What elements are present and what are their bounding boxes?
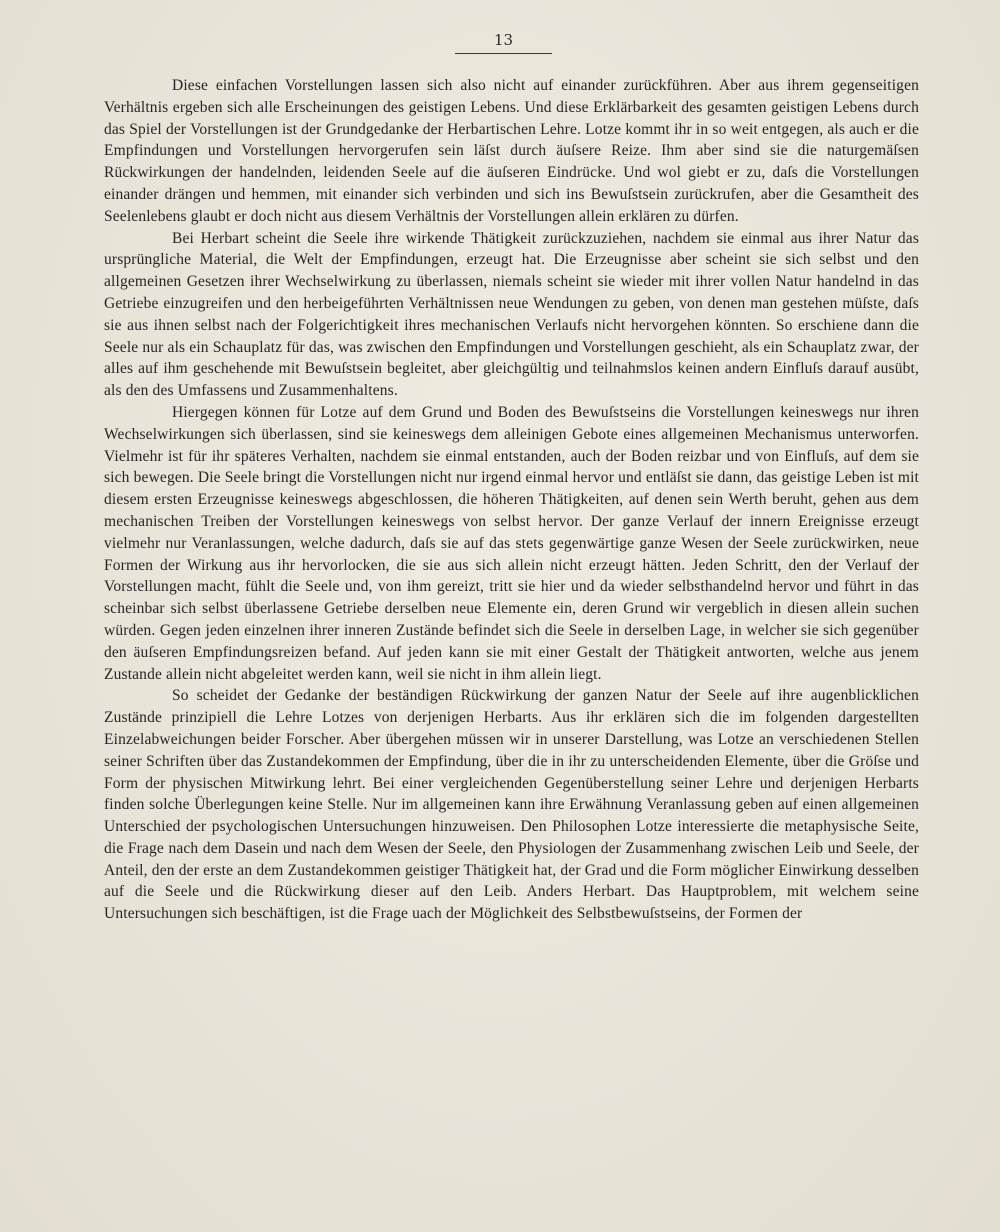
paragraph-1: Diese einfachen Vorstellungen lassen sich also nicht auf einander zurückführen. Aber aus ihrem gegenseitigen Verhältnis ergeben sich alle Erscheinungen des geistigen Lebens. Und diese Erklärbarkeit des gesamten geistigen Lebens durch das Spiel der Vorstellungen ist der Grundgedanke der Herbartischen Lehre. Lotze kommt ihr in so weit entgegen, als auch er die Empfindungen und Vorstellungen hervorgerufen sein läſst durch äuſsere Reize. Ihm aber sind sie die naturgemäſsen Rückwirkungen der handelnden, leidenden Seele auf die äuſseren Eindrücke. Und wol giebt er zu, daſs die Vorstellungen einander drängen und hemmen, mit einander sich verbinden und sich ins Bewuſstsein zurückrufen, aber die Gesamtheit des Seelenlebens glaubt er doch nicht aus diesem Verhältnis der Vorstellungen allein erklären zu dürfen. [104, 77, 919, 225]
body-text [104, 75, 919, 925]
paragraph-2: Bei Herbart scheint die Seele ihre wirkende Thätigkeit zurückzuziehen, nachdem sie einmal aus ihrer Natur das ursprüngliche Material, die Welt der Empfindungen, erzeugt hat. Die Erzeugnisse aber scheint sie sich selbst und den allgemeinen Gesetzen ihrer Wechselwirkung zu überlassen, niemals scheint sie wieder mit ihrer vollen Natur handelnd in das Getriebe einzugreifen und den herbeigeführten Verhältnissen neue Wendungen zu geben, von denen man gestehen müſste, daſs sie aus ihnen selbst nach der Folgerichtigkeit ihres mechanischen Verlaufs nicht hervorgehen könnten. So erschiene dann die Seele nur als ein Schauplatz für das, was zwischen den Empfindungen und Vorstellungen geschieht, als ein Schauplatz zwar, der alles auf ihm geschehende mit Bewuſstsein begleitet, aber gleichgültig und teilnahmslos keinen andern Einfluſs darauf ausübt, als den des Umfassens und Zusammenhaltens. [104, 229, 919, 400]
page-header [455, 30, 552, 54]
page-number: 13 [493, 31, 514, 49]
paragraph-4: So scheidet der Gedanke der beständigen Rückwirkung der ganzen Natur der Seele auf ihre augenblicklichen Zustände prinzipiell die Lehre Lotzes von derjenigen Herbarts. Aus ihr erklären sich die im folgenden dargestellten Einzelabweichungen beider Forscher. Aber übergehen müssen wir in unserer Darstellung, was Lotze an verschiedenen Stellen seiner Schriften über das Zustandekommen der Empfindung, über die in ihr zu unterscheidenden Elemente, über die Gröſse und Form der physischen Mitwirkung lehrt. Bei einer vergleichenden Gegenüberstellung seiner Lehre und derjenigen Herbarts finden solche Überlegungen keine Stelle. Nur im allgemeinen kann ihre Erwähnung Veranlassung geben auf einen allgemeinen Unterschied der psychologischen Untersuchungen hinzuweisen. Den Philosophen Lotze interessierte die metaphysische Seite, die Frage nach dem Dasein und nach dem Wesen der Seele, den Physiologen der Zusammenhang zwischen Leib und Seele, der Anteil, den der erste an dem Zustandekommen geistiger Thätigkeit hat, der Grad und die Form möglicher Einwirkung desselben auf die Seele und die Rückwirkung dieser auf den Leib. Anders Herbart. Das Hauptproblem, mit welchem seine Untersuchungen sich beschäftigen, ist die Frage uach der Möglichkeit des Selbstbewuſstseins, der Formen der [104, 687, 919, 923]
header-rule [455, 53, 552, 54]
paragraph-3: Hiergegen können für Lotze auf dem Grund und Boden des Bewuſstseins die Vorstellungen keineswegs nur ihren Wechselwirkungen sich überlassen, sind sie keineswegs dem alleinigen Gebote eines allgemeinen Mechanismus unterworfen. Vielmehr ist für ihr späteres Verhalten, nachdem sie einmal entstanden, auch der Boden reizbar und von Einfluſs, auf dem sie sich bewegen. Die Seele bringt die Vorstellungen nicht nur irgend einmal hervor und entläſst sie dann, das geistige Leben ist mit diesem ersten Erzeugnisse keineswegs abgeschlossen, die höheren Thätigkeiten, auf denen sein Werth beruht, gehen aus dem mechanischen Treiben der Vorstellungen keineswegs von selbst hervor. Der ganze Verlauf der innern Ereignisse erzeugt vielmehr nur Veranlassungen, welche dadurch, daſs sie auf das stets gegenwärtige ganze Wesen der Seele zurückwirken, neue Formen der Wirkung aus ihr hervorlocken, die sie aus sich allein nicht erzeugt hätten. Jeden Schritt, den der Verlauf der Vorstellungen macht, fühlt die Seele und, von ihm gereizt, tritt sie hier und da wieder selbsthandelnd hervor und führt in das scheinbar sich selbst überlassene Getriebe derselben neue Elemente ein, deren Grund wir vergeblich in diesen allein suchen würden. Gegen jeden einzelnen ihrer inneren Zustände befindet sich die Seele in derselben Lage, in welcher sie sich gegenüber den äuſseren Empfindungsreizen befand. Auf jeden kann sie mit einer Gestalt der Thätigkeit antworten, welche aus jenem Zustande allein nicht abgeleitet werden kann, weil sie nicht in ihm allein liegt. [104, 403, 919, 683]
